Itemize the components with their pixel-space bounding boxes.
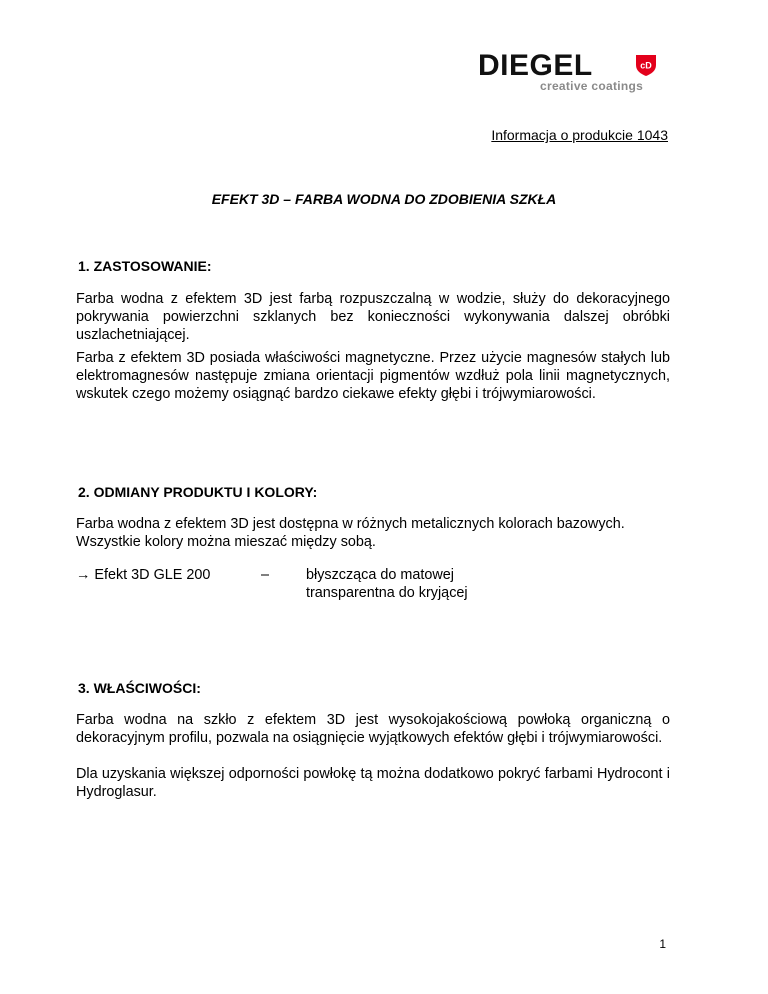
logo-shield-icon — [634, 53, 658, 77]
document-title: EFEKT 3D – FARBA WODNA DO ZDOBIENIA SZKŁA — [211, 191, 557, 207]
variants-line-1: Farba wodna z efektem 3D jest dostępna w różnych metalicznych kolorach bazowych. — [76, 516, 625, 532]
properties-paragraph-2: Dla uzyskania większej odporności powłokę tą można dodatkowo pokryć farbami Hydrocont i Hydroglasur. — [76, 766, 670, 800]
application-paragraph-1: Farba wodna z efektem 3D jest farbą rozpuszczalną w wodzie, służy do dekoracyjnego pokrywania powierzchni szklanych bez konieczności wykonywania dalszej obróbki uszlachetniającej. — [76, 291, 670, 343]
variants-line-2: Wszystkie kolory można mieszać między sobą. — [76, 534, 376, 550]
application-paragraph-2: Farba z efektem 3D posiada właściwości magnetyczne. Przez użycie magnesów stałych lub elektromagnesów następuje zmiana orientacji pigmentów wzdłuż pola linii magnetycznych, wskutek czego możemy osiągnąć bardzo ciekawe efekty głębi i trójwymiarowości. — [76, 350, 670, 402]
diegel-logo — [478, 50, 668, 96]
variant-name: → Efekt 3D GLE 200 — [76, 567, 211, 583]
section-heading-variants: 2. ODMIANY PRODUKTU I KOLORY: — [78, 484, 318, 500]
variant-dash: – — [261, 567, 270, 583]
properties-paragraph-1: Farba wodna na szkło z efektem 3D jest wysokojakościową powłoką organiczną o dekoracyjnym profilu, pozwala na osiągnięcie wyjątkowych efektów głębi i trójwymiarowości. — [76, 712, 670, 746]
section-heading-application: 1. ZASTOSOWANIE: — [78, 258, 212, 274]
section-heading-properties: 3. WŁAŚCIWOŚCI: — [78, 680, 201, 696]
variant-description — [306, 566, 468, 602]
variant-description-line-1: błyszcząca do matowej — [306, 567, 454, 583]
variant-row — [76, 566, 676, 606]
logo-wordmark: DIEGEL — [478, 49, 593, 82]
logo-mark-text: cD — [640, 60, 652, 71]
product-info-reference: Informacja o produkcie 1043 — [491, 127, 668, 143]
page-number: 1 — [659, 937, 666, 951]
variant-description-line-2: transparentna do kryjącej — [306, 585, 468, 601]
logo-tagline: creative coatings — [540, 79, 644, 93]
